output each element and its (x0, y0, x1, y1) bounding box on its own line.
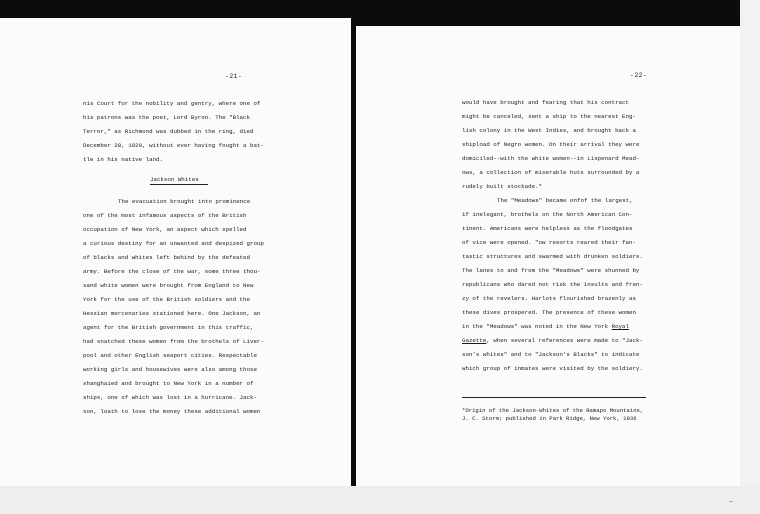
scan-artifact-icon: ~ (729, 499, 734, 507)
text-line: Terror," as Richmond was dubbed in the ring, died (83, 128, 254, 135)
text-line: The "Meadows" became onfof the largest, (497, 197, 633, 204)
text-line: ships, one of which was lost in a hurricane. Jack- (83, 394, 257, 401)
page-number: -22- (630, 72, 648, 79)
text-line: sand white women were brought from England to New (83, 282, 254, 289)
text-line: December 28, 1829, without ever having fought a bat- (83, 142, 264, 149)
text-line: ows, a collection of miserable huts surrounded by a (462, 169, 640, 176)
text-line: if inelegant, brothels on the North American Con- (462, 211, 633, 218)
text-line: would have brought and fearing that his contract (462, 99, 629, 106)
text-line: tle in his native land. (83, 156, 164, 163)
text-line: nis Court for the nobility and gentry, where one of (83, 100, 261, 107)
text-line: of blacks and whites left behind by the defeated (83, 254, 250, 261)
text-line: working girls and housewives were also among those (83, 366, 257, 373)
right-page (356, 26, 740, 489)
scanner-edge (740, 0, 760, 514)
text-line: agent for the British government in this traffic, (83, 324, 254, 331)
footnote-line: J. C. Storm; published in Park Ridge, New York, 1936 (462, 415, 637, 422)
text-line: zy of the revelers. Harlots flourished brazenly as (462, 295, 636, 302)
text-line: had snatched these women from the brothels of Liver- (83, 338, 264, 345)
text-line: rudely built stockade.* (462, 183, 543, 190)
text-line: The lanes to and from the "Meadows" were shunned by (462, 267, 640, 274)
text-line: his patrons was the poet, Lord Byron. The "Black (83, 114, 250, 121)
text-line: a curious destiny for an unwanted and despized group (83, 240, 264, 247)
text-line (462, 337, 643, 344)
text-line: York for the use of the British soldiers and the (83, 296, 250, 303)
text-run: in the "Meadows" was noted in the New York (462, 323, 612, 330)
text-line: lish colony in the West Indies, and brought back a (462, 127, 636, 134)
text-line: shanghaied and brought to New York in a number of (83, 380, 254, 387)
footnote-line: *Origin of the Jackson-Whites of the Ramapo Mountains, (462, 407, 644, 414)
text-line: pool and other English seaport cities. Respectable (83, 352, 257, 359)
left-page (0, 18, 351, 486)
footnote-rule (462, 397, 646, 398)
underlined-title: Gazette (462, 337, 487, 344)
text-line: republicans who dared not risk the insults and fren- (462, 281, 643, 288)
text-run: , when several references were made to "Jack- (486, 337, 643, 344)
text-line: tinent. Americans were helpless as the floodgates (462, 225, 633, 232)
text-line: shipload of Negro women. On their arrival they were (462, 141, 640, 148)
text-line: son, loath to lose the money these additional women (83, 408, 261, 415)
text-line: of vice were opened. "ow resorts reared their fan- (462, 239, 636, 246)
text-line: which group of inmates were visited by the soldiery. (462, 365, 643, 372)
page-number: -21- (225, 73, 243, 80)
text-line: tastic structures and swarmed with drunken soldiers. (462, 253, 643, 260)
text-line: Hessian mercenaries stationed here. One Jackson, an (83, 310, 261, 317)
text-line: domiciled--with the white women--in Lispenard Mead- (462, 155, 640, 162)
text-line: these dives prospered. The presence of these women (462, 309, 636, 316)
text-line: one of the most infamous aspects of the British (83, 212, 247, 219)
section-heading: Jackson Whites (150, 176, 199, 183)
underlined-title: Royal (611, 323, 629, 330)
scanner-bottom-band (0, 486, 760, 514)
text-line: The evacuation brought into prominence (118, 198, 251, 205)
text-line: son's whites" and to "Jackson's Blacks" to indicate (462, 351, 640, 358)
heading-underline (150, 184, 208, 185)
text-line (462, 323, 629, 330)
text-line: army. Before the close of the war, some three thou- (83, 268, 261, 275)
text-line: occupation of New York, an aspect which spelled (83, 226, 247, 233)
text-line: might be canceled, sent a ship to the nearest Eng- (462, 113, 636, 120)
